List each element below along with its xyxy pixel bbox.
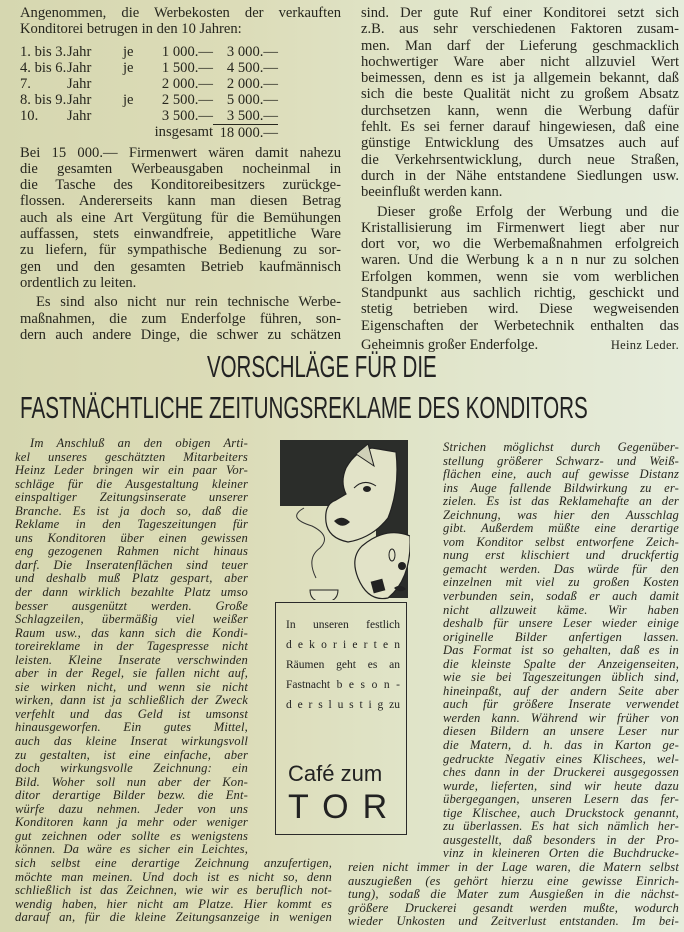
text-line: durchsetzen kann, wenn die Werbung dafür (361, 102, 679, 119)
bottom-right-wide (348, 861, 679, 932)
text-line: gedruckte Negativ eines Klischees, wel- (443, 752, 679, 766)
text-line: ches dann in der Druckerei ausgegossen (443, 766, 679, 780)
text-line: Im Anschluß an den obigen Arti- (30, 437, 248, 450)
text-line: der dann wirklich bezahlte Platz umso (15, 586, 248, 600)
year-label: Jahr (67, 91, 92, 108)
text-line: originelle Bilder anfertigen lassen. (443, 630, 679, 644)
ad-line: d e r s l u s t i g zu (286, 699, 400, 711)
text-line: durch in der Nähe entstandene Siedlungen usw. (361, 167, 679, 184)
table-row (20, 44, 341, 60)
cafe-name-tor: TOR (288, 788, 402, 826)
text-line: waren. Und die Werbung k a n n nur zu solchen (361, 252, 679, 269)
text-line: verfehlt und das Geld ist umsonst (15, 707, 248, 721)
text-line: günstige Entwicklung des Umsatzes auch auf (361, 135, 679, 152)
text-line: können. Da wäre es sicher ein Leichtes, (15, 843, 248, 857)
text-line: die Matern, d. h. das in Karton ge- (443, 739, 679, 753)
top-right-column (361, 5, 679, 353)
text-line: auch das kleine Inserat wirkungsvoll (15, 735, 248, 749)
text-line: schläge für die Ausgestaltung kleiner (15, 477, 248, 491)
text-line: vom Konditor selbst entworfene Zeich- (443, 535, 679, 549)
advertising-cost-table (20, 44, 341, 141)
total-label: insgesamt (154, 123, 213, 140)
year-range: 7. (20, 75, 31, 92)
table-row (20, 108, 341, 124)
total-value: 18 000.— (213, 124, 278, 141)
text-line: die kleinste Spalte der Anzeigenseiten, (443, 657, 679, 671)
text-line: Es sind also nicht nur rein technische Werbe- (36, 294, 341, 311)
text-line: leisten. Kleine Inserate verschwinden (15, 653, 248, 667)
year-range: 8. bis 9. (20, 91, 67, 108)
je-label: je (123, 59, 134, 76)
text-line: nicht allzuweit käme. Wir haben (443, 603, 679, 617)
text-line: fehlt. Es sei ferner darauf hingewiesen, daß eine (361, 119, 679, 136)
year-label: Jahr (67, 43, 92, 60)
text-line: darauf an, für die kleine Zeitungsanzeige in wenigen (15, 911, 332, 925)
text-line: hochwertiger Ware aber nicht allzuviel Wert (361, 53, 679, 70)
text-line: die Tasche des Konditoreibesitzers zurückge- (20, 177, 341, 194)
text-line: Bei 15 000.— Firmenwert wären damit nahezu (20, 144, 341, 161)
coffee-cup-icon (310, 590, 338, 600)
year-label: Jahr (67, 59, 92, 76)
text-line: zu liefern, für sympathische Bedienung zu sor- (20, 242, 341, 259)
text-line: größere Druckerei gesandt werden mußte, wodurch (348, 901, 679, 915)
text-line: ditor derartige Bilder bezw. die Ent- (15, 789, 248, 803)
bottom-right-column (443, 441, 679, 864)
text-line: Raum usw., das kann sich die Kondi- (15, 626, 248, 640)
text-line: auszugießen (es gehört hierzu eine gewisse Einrich- (348, 874, 679, 888)
text-line: stellung größerer Schwarz- und Weiß- (443, 454, 679, 468)
text-line: tung), sodaß die Mater zum Ausgießen in die nächst- (348, 888, 679, 902)
text-line: auch als eine Art Vergütung für die Bemühungen (20, 209, 341, 226)
year-range: 10. (20, 107, 39, 124)
bottom-left-column (15, 437, 248, 860)
text-line: ausgestellt, daß besonders in der Pro- (443, 833, 679, 847)
yearly-amount: 2 000.— (161, 75, 213, 92)
text-line: reien nicht immer in der Lage waren, die Matern selbst (348, 861, 679, 874)
steam (297, 508, 325, 578)
text-line: sich die beste Qualität nicht zu großem Absatz (361, 86, 679, 103)
yearly-amount: 2 500.— (161, 91, 213, 108)
je-label (123, 76, 146, 92)
text-line: einzelnen mit viel zu großen Kosten (443, 576, 679, 590)
text-line: wurde, lieferten, sind wir heute dazu (443, 779, 679, 793)
text-line: nung erst klischiert und druckfertig (443, 549, 679, 563)
text-line: wieder Unkosten und Zeitverlust entstanden. Im bei- (348, 915, 679, 929)
text-line: deshalb für unsere Leser wieder einige (443, 617, 679, 631)
row-total: 3 000.— (226, 43, 278, 60)
text-line: Eigenschaften der Werbetechnik enthalten das (361, 317, 679, 334)
text-line: Das Format ist so gehalten, daß es in (443, 644, 679, 658)
text-line: werden kann. Während wir früher von (443, 711, 679, 725)
text-line: toreireklame in der Tagespresse nicht (15, 640, 248, 654)
cafe-name: Café zum (288, 761, 383, 786)
year-label: Jahr (67, 75, 92, 92)
text-line: uns Konditoren über einen gewissen (15, 531, 248, 545)
text-line: gibt. Außerdem müßte eine derartige (443, 522, 679, 536)
text-line: Konditoren kann ja mehr oder weniger (15, 816, 248, 830)
year-range: 1. bis 3. (20, 43, 67, 60)
text-line: stetig betrieben wird. Diese wegweisenden (361, 301, 679, 318)
text-line: doch wirkungsvolle Zeichnung: ein (15, 762, 248, 776)
text-line: Branche. Es ist ja doch so, daß die (15, 504, 248, 518)
text-line: schließlich ist das Zeichnen, wie wir es beruflich not- (15, 884, 332, 898)
text-line: sind. Der gute Ruf einer Konditorei setzt sich (361, 5, 679, 21)
text-line: zu überlassen. Es hat sich nämlich her- (443, 820, 679, 834)
article-text-left-wide (15, 857, 332, 925)
table-row (20, 92, 341, 108)
year-range: 4. bis 6. (20, 59, 67, 76)
ad-line: d e k o r i e r t e n (286, 639, 400, 651)
text-line: dort vor, wo die Werbemaßnahmen erfolgreich (361, 236, 679, 253)
text-line: wirken, dann ist ja schließlich der Zweck (15, 694, 248, 708)
row-total: 3 500.— (226, 107, 278, 124)
text-line: Bild. Woher soll nun aber der Kon- (15, 775, 248, 789)
article-text-right (443, 441, 679, 861)
text-line: vinz in kleineren Orten die Buchdrucke- (443, 847, 679, 861)
text-line: Heinz Leder bringen wir ein paar Vor- (15, 464, 248, 478)
closing-text: Geheimnis großer Enderfolge. (361, 336, 539, 353)
text-line: beeinflußt werden kann. (361, 184, 503, 201)
table-row (20, 76, 341, 92)
text-line: gut zeichnen oder sollte es wenigstens (15, 829, 248, 843)
text-line: Reklame in den Tageszeitungen für (15, 518, 248, 532)
text-line: hineinpaßt, auf der andern Seite aber (443, 684, 679, 698)
text-line: hinausgeworfen. Ein gutes Mittel, (15, 721, 248, 735)
paragraph-ruf (361, 5, 679, 201)
yearly-amount: 3 500.— (161, 107, 213, 124)
text-line: gemacht werden. Das würde für den (443, 562, 679, 576)
row-total: 5 000.— (226, 91, 278, 108)
text-line: Angenommen, die Werbekosten der verkauften (20, 5, 341, 21)
yearly-amount: 1 000.— (161, 43, 213, 60)
text-line: flossen. Andererseits kann man diesen Betrag (20, 193, 341, 210)
text-line: diesen Bildern an unsere Leser nur (443, 725, 679, 739)
bottom-left-wide (15, 857, 332, 928)
table-total-row (20, 124, 341, 141)
je-label: je (123, 91, 134, 108)
article-title-line-2: FASTNÄCHTLICHE ZEITUNGSREKLAME DES KONDITORS (20, 390, 588, 425)
text-line: kel unseres geschätzten Mitarbeiters (15, 450, 248, 464)
text-line: Standpunkt aus sachlich richtig, geschickt und (361, 285, 679, 302)
text-line: sich selbst eine derartige Zeichnung anzufertigen, (15, 857, 332, 870)
text-line: die gesamten Werbeausgaben nocheinmal in (20, 160, 341, 177)
carnival-masks-illustration (276, 438, 410, 600)
text-line: beimessen, denn es ist ja allgemein bekannt, daß (361, 70, 679, 87)
paragraph-erfolg (361, 204, 679, 334)
text-line: Zeichnung, was hier den Ausschlag (443, 508, 679, 522)
je-label (123, 108, 146, 124)
cafe-advertisement (275, 602, 407, 835)
text-line: besser ausgenützt werden. Große (15, 599, 248, 613)
ad-text (286, 615, 400, 715)
text-line: Erfolgen kommen, wenn sie vom werblichen (361, 268, 679, 285)
text-line: auffassen, stets einwandfreie, appetitliche Ware (20, 226, 341, 243)
row-total: 2 000.— (226, 75, 278, 92)
paragraph-firmenwert (20, 145, 341, 292)
row-total: 4 500.— (226, 59, 278, 76)
text-line: men. Man darf der Lieferung geschmacklich (361, 37, 679, 54)
text-line: zielen. Es ist das Reklamehafte an der (443, 495, 679, 509)
author-signature: Heinz Leder. (610, 337, 679, 352)
yearly-amount: 1 500.— (161, 59, 213, 76)
text-line: Schlagzeilen, übermäßig viel weißer (15, 613, 248, 627)
text-line: sie wirken nicht, und wenn sie nicht (15, 680, 248, 694)
text-line: Konditorei betrugen in den 10 Jahren: (20, 21, 242, 38)
ad-line: Räumen geht es an (286, 659, 400, 671)
text-line: eng gezogenen Rahmen nicht hinaus (15, 545, 248, 559)
top-left-column (20, 5, 341, 346)
article-title-line-1: VORSCHLÄGE FÜR DIE (207, 349, 437, 384)
text-line: möchte man meinen. Und doch ist es nicht so, denn (15, 870, 332, 884)
text-line: Dieser große Erfolg der Werbung und die (377, 203, 679, 220)
text-line: wie sie bei Tageszeitungen üblich sind, (443, 671, 679, 685)
text-line: Kristallisierung im Firmenwert liegt aber nur (361, 219, 679, 236)
text-line: ins Auge fallende Bildwirkung zu er- (443, 481, 679, 495)
text-line: verbunden sein, sodaß er auch damit (443, 590, 679, 604)
text-line: würfe dazu nehmen. Jeder von uns (15, 802, 248, 816)
text-line: und deshalb muß Platz gespart, aber (15, 572, 248, 586)
text-line: Strichen möglichst durch Gegenüber- (443, 441, 679, 454)
text-line: flächen eine, auch auf gewisse Distanz (443, 468, 679, 482)
text-line: die Verkehrsentwicklung, durch neue Straßen, (361, 151, 679, 168)
intro-paragraph (20, 5, 341, 38)
text-line: tige Klischee, auch Druckstock genannt, (443, 806, 679, 820)
text-line: wendig haben, hier nicht am Platze. Hier kommt es (15, 897, 332, 911)
year-label: Jahr (67, 107, 92, 124)
text-line: ordentlich zu leiten. (20, 274, 137, 291)
text-line: zu gestalten, ist eine einfache, aber (15, 748, 248, 762)
ad-line: In unseren festlich (286, 619, 400, 631)
text-line: auch für größere Inserate verwendet (443, 698, 679, 712)
text-line: darf. Die Inseratenflächen sind teuer (15, 558, 248, 572)
text-line: maßnahmen, die zum Enderfolge führen, son- (20, 310, 341, 327)
ad-line: Fastnacht b e s o n - (286, 679, 400, 691)
je-label: je (123, 43, 134, 60)
text-line: übergegangen, unseren Lesern das fer- (443, 793, 679, 807)
text-line: dern auch andere Dinge, die schwer zu schätzen (20, 326, 341, 343)
article-text-right-wide (348, 861, 679, 929)
text-line: z.B. aus sehr verschiedenen Faktoren zusam- (361, 21, 679, 38)
text-line: einspaltiger Zeitungsinserate unserer (15, 491, 248, 505)
text-line: gen und den gesamten Betrieb kaufmännisch (20, 258, 341, 275)
table-row (20, 60, 341, 76)
article-text-left (15, 437, 248, 857)
text-line: aber in der Regel, sie fallen nicht auf, (15, 667, 248, 681)
paragraph-werbemassnahmen (20, 294, 341, 343)
